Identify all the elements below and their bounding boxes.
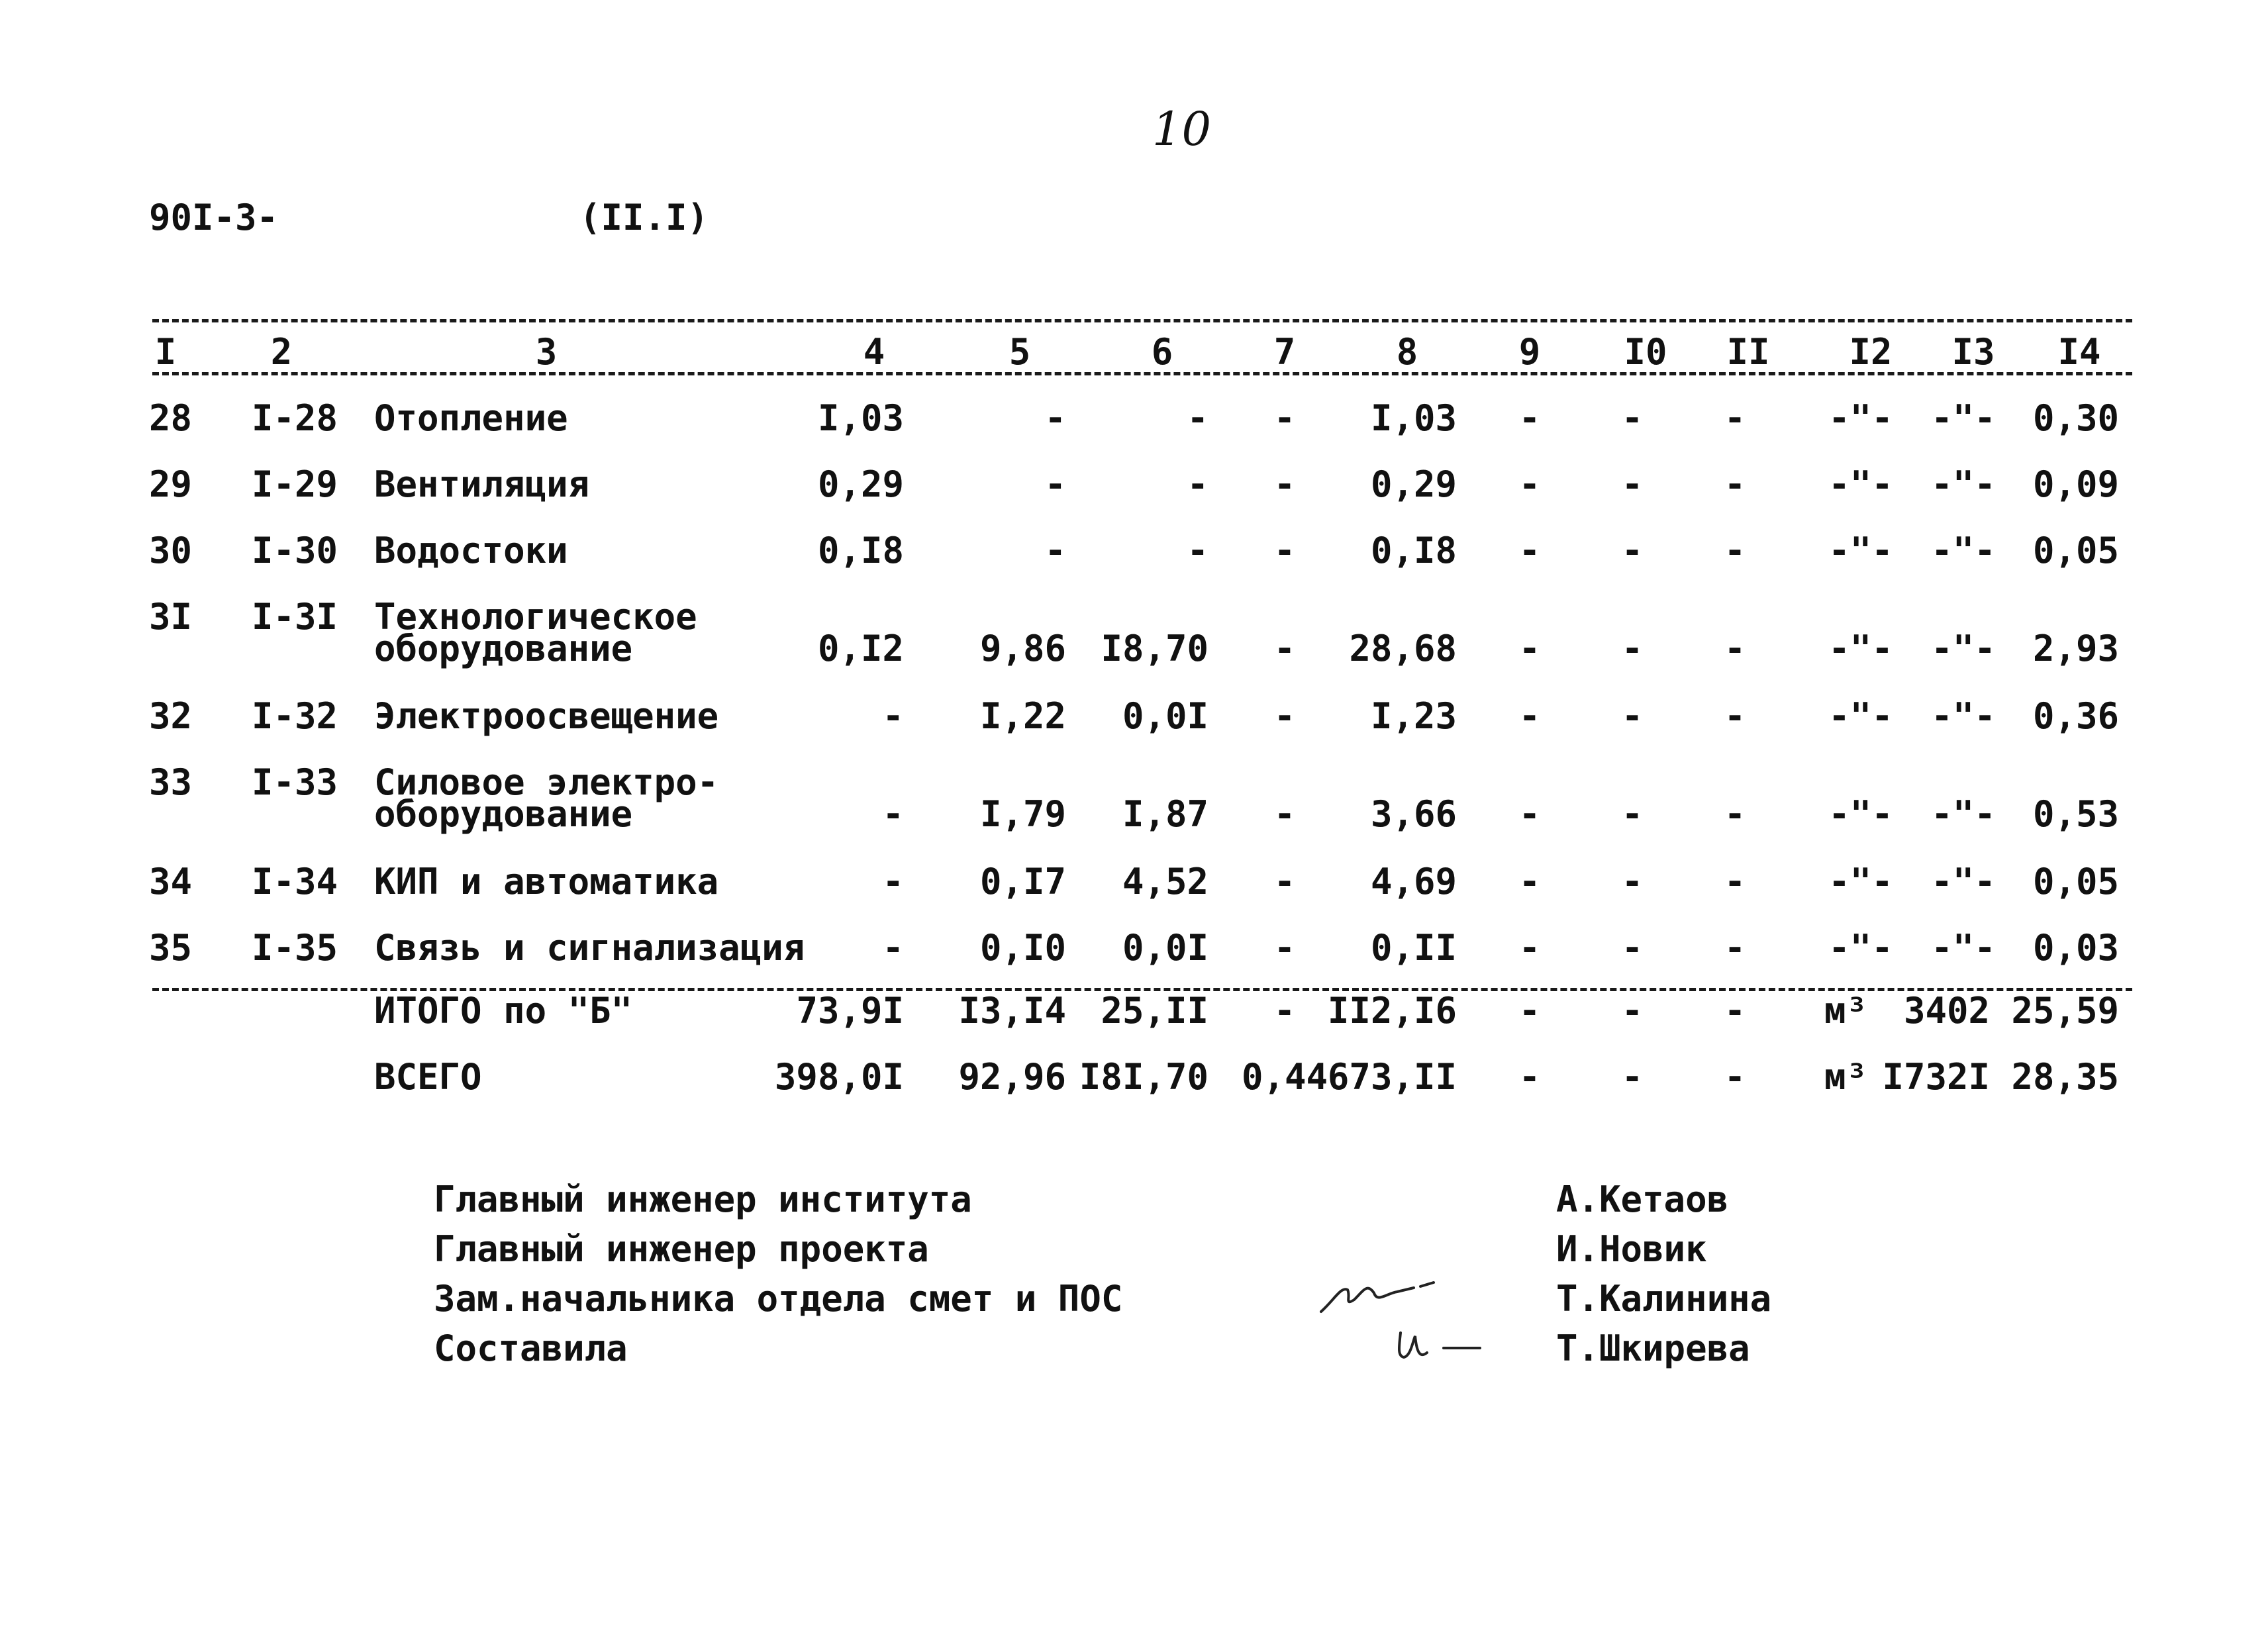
cell-c8: 3,66 (1370, 793, 1457, 835)
cell-c10: - (1621, 628, 1644, 669)
cell-c12: -"- (1828, 530, 1893, 571)
total-c9: - (1518, 1056, 1541, 1098)
total-c13: 3402 (1903, 990, 1990, 1032)
total-c11: - (1724, 990, 1746, 1032)
cell-c14: 0,05 (2032, 530, 2119, 571)
cell-c2: I-29 (252, 463, 338, 505)
cell-c8: 0,I8 (1370, 530, 1457, 571)
cell-c12: -"- (1828, 927, 1893, 969)
document-code: 90I-3- (149, 197, 279, 238)
cell-c14: 0,36 (2032, 695, 2119, 737)
signature-role: Главный инженер института (434, 1179, 972, 1220)
row-name-line: Водостоки (374, 530, 568, 571)
cell-c8: 0,29 (1370, 463, 1457, 505)
cell-c8: 4,69 (1370, 861, 1457, 902)
cell-c7: - (1273, 628, 1296, 669)
cell-c8: 0,II (1370, 927, 1457, 969)
cell-c1: 28 (149, 397, 193, 439)
cell-c12: -"- (1828, 463, 1893, 505)
total-c3: ИТОГО по "Б" (374, 990, 633, 1032)
cell-c9: - (1518, 793, 1541, 835)
handwritten-signature-icon (1381, 1323, 1513, 1369)
cell-c4: - (882, 927, 904, 969)
cell-c2: I-30 (252, 530, 338, 571)
total-c8: II2,I6 (1327, 990, 1457, 1032)
signature-name: А.Кетаов (1556, 1179, 1729, 1220)
cell-c12: -"- (1828, 695, 1893, 737)
cell-c13: -"- (1931, 861, 1996, 902)
cell-c13: -"- (1931, 397, 1996, 439)
total-c7: 0,44 (1241, 1056, 1328, 1098)
cell-c7: - (1273, 530, 1296, 571)
cell-c8: I,23 (1370, 695, 1457, 737)
cell-c6: - (1187, 463, 1208, 505)
cell-c6: 0,0I (1122, 927, 1208, 969)
cell-c1: 35 (149, 927, 193, 969)
total-c10: - (1621, 1056, 1644, 1098)
row-name-line: Отопление (374, 397, 568, 439)
cell-c4: - (882, 793, 904, 835)
cell-c11: - (1724, 927, 1746, 969)
cell-c5: 9,86 (979, 628, 1066, 669)
cell-c2: I-3I (252, 596, 338, 638)
total-c11: - (1724, 1056, 1746, 1098)
page-number: 10 (1152, 102, 1212, 156)
cell-c7: - (1273, 695, 1296, 737)
cell-c11: - (1724, 861, 1746, 902)
cell-c2: I-35 (252, 927, 338, 969)
cell-c6: - (1187, 530, 1208, 571)
signature-role: Составила (434, 1328, 628, 1369)
cell-c10: - (1621, 463, 1644, 505)
cell-c12: -"- (1828, 861, 1893, 902)
total-c14: 28,35 (2011, 1056, 2119, 1098)
total-c6: I8I,70 (1079, 1056, 1208, 1098)
column-header-11: II (1726, 331, 1770, 373)
row-name-line: Электроосвещение (374, 695, 719, 737)
cell-c2: I-33 (252, 761, 338, 803)
column-header-13: I3 (1951, 331, 1995, 373)
cell-c9: - (1518, 530, 1541, 571)
cell-c1: 3I (149, 596, 193, 638)
handwritten-signature-icon (1314, 1273, 1447, 1320)
total-c13: I732I (1882, 1056, 1990, 1098)
cell-c14: 0,30 (2032, 397, 2119, 439)
cell-c5: I,79 (979, 793, 1066, 835)
cell-c13: -"- (1931, 927, 1996, 969)
cell-c7: - (1273, 793, 1296, 835)
total-c10: - (1621, 990, 1644, 1032)
cell-c14: 2,93 (2032, 628, 2119, 669)
total-c3: ВСЕГО (374, 1056, 482, 1098)
cell-c7: - (1273, 397, 1296, 439)
header-bottom-rule (152, 372, 2132, 375)
total-c14: 25,59 (2011, 990, 2119, 1032)
cell-c9: - (1518, 397, 1541, 439)
total-c12: м³ (1824, 990, 1868, 1032)
column-header-9: 9 (1518, 331, 1541, 373)
total-c8: 673,II (1327, 1056, 1457, 1098)
row-name-line: Вентиляция (374, 463, 590, 505)
cell-c7: - (1273, 927, 1296, 969)
cell-c7: - (1273, 463, 1296, 505)
signature-name: И.Новик (1556, 1228, 1707, 1270)
cell-c10: - (1621, 695, 1644, 737)
column-header-3: 3 (535, 331, 558, 373)
column-header-8: 8 (1396, 331, 1418, 373)
signature-name: Т.Шкирева (1556, 1328, 1750, 1369)
cell-c5: I,22 (979, 695, 1066, 737)
cell-c6: 4,52 (1122, 861, 1208, 902)
cell-c14: 0,09 (2032, 463, 2119, 505)
column-header-12: I2 (1849, 331, 1893, 373)
cell-c6: I8,70 (1101, 628, 1208, 669)
cell-c10: - (1621, 530, 1644, 571)
cell-c2: I-34 (252, 861, 338, 902)
cell-c1: 32 (149, 695, 193, 737)
column-header-2: 2 (270, 331, 293, 373)
cell-c13: -"- (1931, 628, 1996, 669)
cell-c11: - (1724, 397, 1746, 439)
cell-c14: 0,03 (2032, 927, 2119, 969)
column-header-4: 4 (863, 331, 885, 373)
cell-c1: 30 (149, 530, 193, 571)
cell-c8: 28,68 (1349, 628, 1457, 669)
cell-c11: - (1724, 530, 1746, 571)
column-header-6: 6 (1151, 331, 1173, 373)
total-c6: 25,II (1101, 990, 1208, 1032)
cell-c4: 0,I2 (817, 628, 904, 669)
column-header-1: I (154, 331, 177, 373)
cell-c7: - (1273, 861, 1296, 902)
cell-c2: I-28 (252, 397, 338, 439)
signature-role: Главный инженер проекта (434, 1228, 929, 1270)
cell-c13: -"- (1931, 793, 1996, 835)
cell-c14: 0,05 (2032, 861, 2119, 902)
cell-c11: - (1724, 628, 1746, 669)
row-name-line: Технологическое (374, 596, 697, 638)
cell-c6: I,87 (1122, 793, 1208, 835)
cell-c11: - (1724, 463, 1746, 505)
row-name-line: Силовое электро- (374, 761, 719, 803)
cell-c4: I,03 (817, 397, 904, 439)
column-header-5: 5 (1009, 331, 1031, 373)
cell-c4: 0,I8 (817, 530, 904, 571)
cell-c6: 0,0I (1122, 695, 1208, 737)
cell-c10: - (1621, 793, 1644, 835)
row-name-line: КИП и автоматика (374, 861, 719, 902)
total-c5: I3,I4 (958, 990, 1066, 1032)
signature-role: Зам.начальника отдела смет и ПОС (434, 1278, 1123, 1320)
cell-c4: 0,29 (817, 463, 904, 505)
cell-c13: -"- (1931, 530, 1996, 571)
cell-c10: - (1621, 397, 1644, 439)
total-c9: - (1518, 990, 1541, 1032)
row-name-line: оборудование (374, 793, 633, 835)
cell-c13: -"- (1931, 695, 1996, 737)
cell-c14: 0,53 (2032, 793, 2119, 835)
row-name-line: оборудование (374, 628, 633, 669)
total-c12: м³ (1824, 1056, 1868, 1098)
total-c7: - (1273, 990, 1296, 1032)
cell-c10: - (1621, 861, 1644, 902)
cell-c9: - (1518, 695, 1541, 737)
column-header-10: I0 (1624, 331, 1667, 373)
cell-c1: 34 (149, 861, 193, 902)
cell-c4: - (882, 861, 904, 902)
cell-c5: 0,I7 (979, 861, 1066, 902)
cell-c12: -"- (1828, 397, 1893, 439)
cell-c9: - (1518, 861, 1541, 902)
cell-c13: -"- (1931, 463, 1996, 505)
total-c5: 92,96 (958, 1056, 1066, 1098)
cell-c5: - (1044, 530, 1066, 571)
cell-c5: 0,I0 (979, 927, 1066, 969)
cell-c5: - (1044, 397, 1066, 439)
cell-c10: - (1621, 927, 1644, 969)
total-c4: 73,9I (796, 990, 904, 1032)
cell-c6: - (1187, 397, 1208, 439)
cell-c9: - (1518, 463, 1541, 505)
table-top-rule (152, 319, 2132, 322)
column-header-7: 7 (1273, 331, 1296, 373)
cell-c12: -"- (1828, 628, 1893, 669)
cell-c4: - (882, 695, 904, 737)
row-name-line: Связь и сигнализация (374, 927, 805, 969)
cell-c11: - (1724, 793, 1746, 835)
cell-c1: 33 (149, 761, 193, 803)
cell-c9: - (1518, 927, 1541, 969)
cell-c9: - (1518, 628, 1541, 669)
cell-c11: - (1724, 695, 1746, 737)
signature-name: Т.Калинина (1556, 1278, 1772, 1320)
cell-c1: 29 (149, 463, 193, 505)
cell-c8: I,03 (1370, 397, 1457, 439)
column-header-14: I4 (2057, 331, 2101, 373)
cell-c5: - (1044, 463, 1066, 505)
cell-c12: -"- (1828, 793, 1893, 835)
document-section: (II.I) (579, 197, 709, 238)
total-c4: 398,0I (774, 1056, 904, 1098)
cell-c2: I-32 (252, 695, 338, 737)
